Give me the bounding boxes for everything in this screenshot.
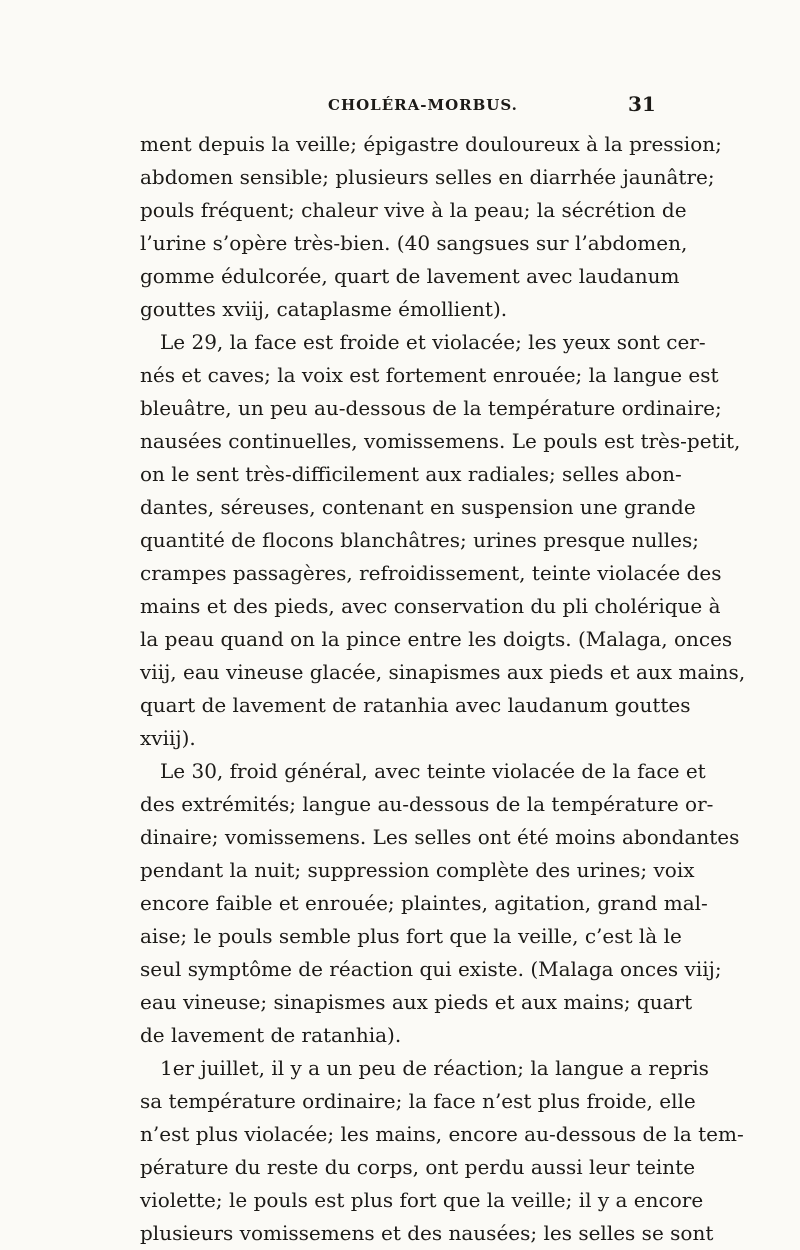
text-line: abdomen sensible; plusieurs selles en diarrhée jaunâtre; [140,165,715,189]
text-line: pendant la nuit; suppression complète des urines; voix [140,858,695,882]
body-text [140,128,746,1250]
text-line: Le 29, la face est froide et violacée; les yeux sont cer- [160,330,706,354]
text-line: sa température ordinaire; la face n’est plus froide, elle [140,1089,696,1113]
text-line: ment depuis la veille; épigastre douloureux à la pression; [140,132,722,156]
page-number: 31 [628,92,656,116]
text-line: Le 30, froid général, avec teinte violacée de la face et [160,759,706,783]
text-line: 1er juillet, il y a un peu de réaction; la langue a repris [160,1056,709,1080]
text-line: de lavement de ratanhia). [140,1023,402,1047]
text-line: on le sent très-difficilement aux radiales; selles abon- [140,462,682,486]
text-line: quart de lavement de ratanhia avec laudanum gouttes [140,693,691,717]
text-line: nausées continuelles, vomissemens. Le pouls est très-petit, [140,429,741,453]
text-line: seul symptôme de réaction qui existe. (Malaga onces viij; [140,957,722,981]
text-line: bleuâtre, un peu au-dessous de la température ordinaire; [140,396,722,420]
text-line: crampes passagères, refroidissement, teinte violacée des [140,561,722,585]
text-line: nés et caves; la voix est fortement enrouée; la langue est [140,363,719,387]
text-line: quantité de flocons blanchâtres; urines presque nulles; [140,528,699,552]
text-line: dinaire; vomissemens. Les selles ont été moins abondantes [140,825,740,849]
text-line: l’urine s’opère très-bien. (40 sangsues sur l’abdomen, [140,231,688,255]
text-line: pérature du reste du corps, ont perdu aussi leur teinte [140,1155,696,1179]
text-line: eau vineuse; sinapismes aux pieds et aux mains; quart [140,990,693,1014]
text-line: encore faible et enrouée; plaintes, agitation, grand mal- [140,891,708,915]
text-line: gouttes xviij, cataplasme émollient). [140,297,508,321]
text-line: mains et des pieds, avec conservation du pli cholérique à [140,594,721,618]
text-line: viij, eau vineuse glacée, sinapismes aux pieds et aux mains, [140,660,746,684]
text-line: aise; le pouls semble plus fort que la veille, c’est là le [140,924,682,948]
text-line: la peau quand on la pince entre les doigts. (Malaga, onces [140,627,733,651]
text-line: violette; le pouls est plus fort que la veille; il y a encore [140,1188,704,1212]
text-line: n’est plus violacée; les mains, encore au-dessous de la tem- [140,1122,744,1146]
text-line: pouls fréquent; chaleur vive à la peau; la sécrétion de [140,198,687,222]
text-line: dantes, séreuses, contenant en suspension une grande [140,495,696,519]
running-title: CHOLÉRA-MORBUS. [328,96,518,114]
text-line: gomme édulcorée, quart de lavement avec laudanum [140,264,680,288]
text-line: des extrémités; langue au-dessous de la température or- [140,792,714,816]
text-line: plusieurs vomissemens et des nausées; les selles se sont [140,1221,714,1245]
text-line: xviij). [140,726,196,750]
